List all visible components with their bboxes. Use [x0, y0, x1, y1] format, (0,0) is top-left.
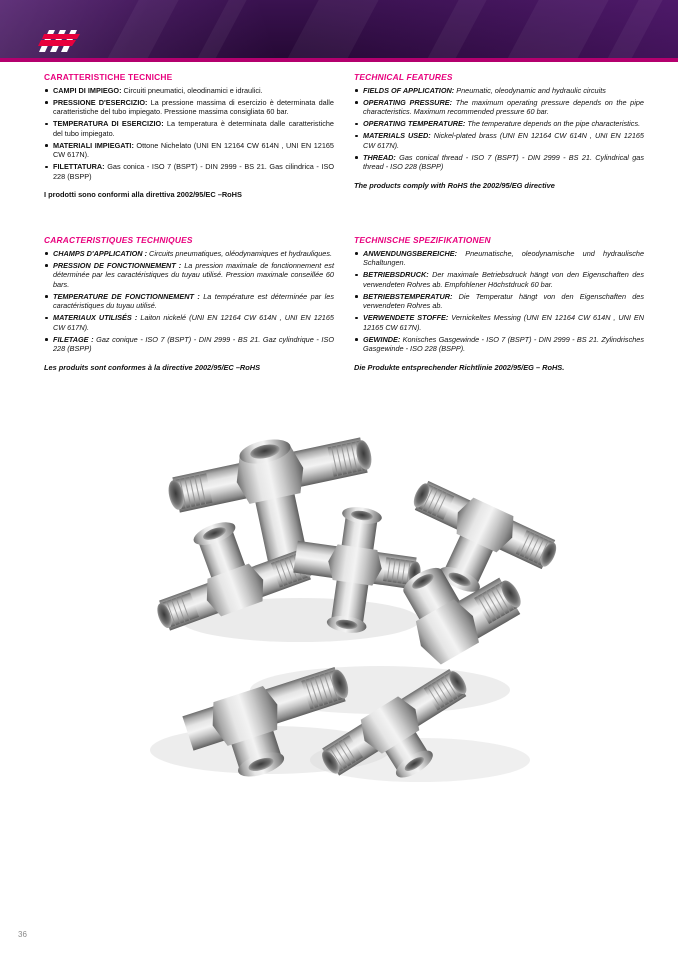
- list-item: [44, 292, 334, 311]
- spec-text: La température est déterminée par les caractéristiques du tuyau utilisé.: [53, 291, 334, 311]
- section-title-italian: CARATTERISTICHE TECNICHE: [44, 72, 173, 82]
- list-item: [354, 249, 644, 268]
- spec-label: GEWINDE:: [363, 334, 401, 344]
- amf-logo-icon: [36, 26, 88, 54]
- page-header-band: [0, 0, 678, 62]
- header-facet: [186, 0, 252, 62]
- list-item: [354, 270, 644, 289]
- spec-text: Der maximale Betriebsdruck hängt von den Eigenschaften des verwendeten Rohres ab. Empfohlener Höchstdruck 60 bar.: [363, 270, 644, 289]
- section-english: [354, 72, 644, 190]
- spec-label: OPERATING PRESSURE:: [363, 97, 453, 107]
- list-item: [354, 153, 644, 172]
- spec-text: Gaz conique - ISO 7 (BSPT) - DIN 2999 - BS 21. Gaz cylindrique - ISO 228 (BSPP): [53, 334, 334, 354]
- spec-label: MATERIALS USED:: [363, 131, 431, 141]
- compliance-note-english: The products comply with RoHS the 2002/95/EG directive: [354, 180, 555, 190]
- section-french: [44, 235, 334, 372]
- product-photo: [0, 430, 678, 860]
- spec-list-italian: [44, 86, 334, 181]
- spec-text: The maximum operating pressure depends on the pipe characteristics. Maximum recommended pressure 60 bar.: [363, 97, 644, 117]
- spec-label: FIELDS OF APPLICATION:: [363, 86, 455, 95]
- spec-text: La pression maximale de fonctionnement est déterminée par les caractéristiques du tuyau utilisé. Pression maximale conseillée 60 bars.: [53, 260, 334, 289]
- header-facet: [96, 0, 184, 62]
- list-item: [44, 119, 334, 138]
- header-rule: [0, 58, 678, 62]
- section-title-french: CARACTERISTIQUES TECHNIQUES: [44, 235, 193, 245]
- spec-text: Nickel-plated brass (UNI EN 12164 CW 614N , UNI EN 12165 CW 617N).: [363, 131, 644, 150]
- header-facet: [416, 0, 492, 62]
- spec-label: ANWENDUNGSBEREICHE:: [363, 249, 458, 258]
- compliance-note-italian: I prodotti sono conformi alla direttiva 2002/95/EC –RoHS: [44, 190, 242, 200]
- spec-text: Vernickeltes Messing (UNI EN 12164 CW 614N , UNI EN 12165 CW 617N).: [363, 313, 644, 332]
- spec-label: FILETAGE :: [53, 334, 94, 344]
- spec-label: PRESSIONE D'ESERCIZIO:: [53, 97, 148, 107]
- spec-list-french: [44, 249, 334, 354]
- spec-label: MATERIAUX UTILISÉS :: [53, 313, 138, 323]
- spec-text: Gas conical thread - ISO 7 (BSPT) - DIN 2999 - BS 21. Cylindrical gas thread - ISO 228 (BSPP): [363, 152, 644, 172]
- spec-text: Gas conica - ISO 7 (BSPT) - DIN 2999 - BS 21. Gas cilindrica - ISO 228 (BSPP): [53, 162, 334, 181]
- list-item: [44, 98, 334, 117]
- list-item: [354, 313, 644, 332]
- spec-label: THREAD:: [363, 152, 396, 162]
- spec-label: CAMPI DI IMPIEGO:: [53, 86, 122, 95]
- spec-list-english: [354, 86, 644, 172]
- spec-label: PRESSION DE FONCTIONNEMENT :: [53, 260, 182, 270]
- spec-text: Ottone Nichelato (UNI EN 12164 CW 614N , UNI EN 12165 CW 617N).: [53, 140, 334, 160]
- list-item: [44, 313, 334, 332]
- list-item: [354, 98, 644, 117]
- spec-text: La pressione massima di esercizio è determinata dalle caratteristiche del tubo impiegato. Pressione massima consigliata 60 bar.: [53, 97, 334, 117]
- list-item: [44, 86, 334, 95]
- spec-text: Circuiti pneumatici, oleodinamici e idraulici.: [121, 86, 263, 95]
- spec-text: La temperatura è determinata dalle caratteristiche del tubo impiegato.: [53, 119, 334, 138]
- compliance-note-french: Les produits sont conformes à la directive 2002/95/EC –RoHS: [44, 362, 261, 372]
- list-item: [44, 335, 334, 354]
- spec-label: CHAMPS D'APPLICATION :: [53, 249, 148, 258]
- spec-text: Die Temperatur hängt von den Eigenschaften des verwendeten Rohres ab.: [363, 291, 644, 311]
- list-item: [354, 292, 644, 311]
- spec-text: Laiton nickelé (UNI EN 12164 CW 614N , UNI EN 12165 CW 617N).: [53, 313, 334, 332]
- spec-label: FILETTATURA:: [53, 162, 105, 172]
- list-item: [44, 249, 334, 258]
- spec-label: MATERIALI IMPIEGATI:: [53, 140, 134, 150]
- compliance-note-german: Die Produkte entsprechender Richtlinie 2002/95/EG – RoHS.: [354, 362, 565, 372]
- list-item: [354, 131, 644, 150]
- spec-label: BETRIEBSTEMPERATUR:: [363, 291, 453, 301]
- section-title-german: TECHNISCHE SPEZIFIKATIONEN: [354, 235, 491, 245]
- list-item: [354, 119, 644, 128]
- spec-label: TEMPERATURE DE FONCTIONNEMENT :: [53, 291, 200, 301]
- list-item: [354, 335, 644, 354]
- list-item: [44, 261, 334, 289]
- header-facet: [596, 0, 668, 62]
- list-item: [44, 162, 334, 181]
- page-number: 36: [18, 930, 27, 939]
- spec-text: The temperature depends on the pipe characteristics.: [465, 119, 641, 129]
- section-title-english: TECHNICAL FEATURES: [354, 72, 453, 82]
- spec-text: Pneumatic, oleodynamic and hydraulic circuits: [454, 86, 606, 95]
- header-facet: [496, 0, 614, 62]
- spec-label: VERWENDETE STOFFE:: [363, 313, 449, 323]
- spec-label: BETRIEBSDRUCK:: [363, 270, 429, 280]
- spec-text: Konisches Gasgewinde - ISO 7 (BSPT) - DIN 2999 - BS 21. Zylindrisches Gasgewinde - ISO 228 (BSPP).: [363, 334, 644, 354]
- section-german: [354, 235, 644, 372]
- spec-label: TEMPERATURA DI ESERCIZIO:: [53, 119, 164, 129]
- section-italian: [44, 72, 334, 199]
- spec-text: Pneumatische, oleodynamische und hydraulische Schaltungen.: [363, 249, 644, 268]
- list-item: [44, 141, 334, 160]
- spec-label: OPERATING TEMPERATURE:: [363, 119, 466, 129]
- list-item: [354, 86, 644, 95]
- spec-list-german: [354, 249, 644, 354]
- spec-text: Circuits pneumatiques, oléodynamiques et hydrauliques.: [147, 249, 332, 258]
- header-facet: [276, 0, 384, 62]
